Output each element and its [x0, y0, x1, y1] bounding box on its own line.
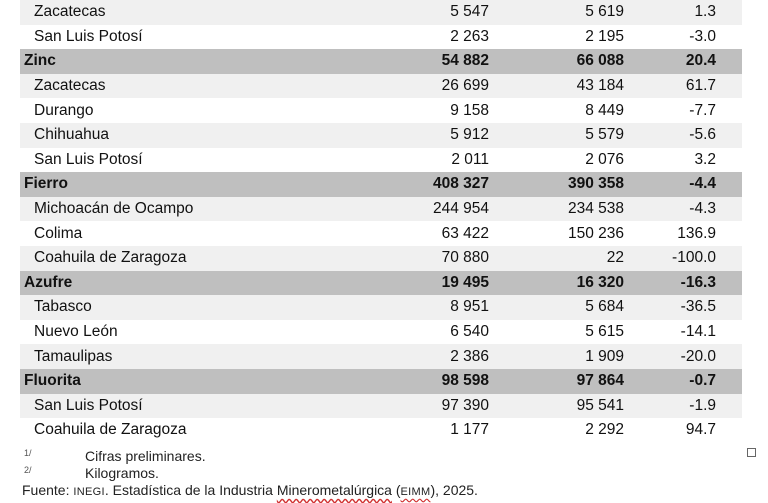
cell-value-2: 8 449 [585, 101, 624, 119]
cell-value-2: 2 292 [585, 421, 624, 439]
cell-value-1: 2 386 [450, 347, 489, 365]
row-label: Zinc [24, 52, 56, 70]
row-label: Nuevo León [34, 323, 118, 341]
footnote-2 [22, 465, 762, 482]
cell-change: 61.7 [685, 77, 716, 95]
cell-value-1: 54 882 [441, 52, 489, 70]
cell-value-1: 6 540 [450, 323, 489, 341]
row-label: Durango [34, 101, 94, 119]
cell-value-2: 5 619 [585, 3, 624, 21]
cell-value-2: 1 909 [585, 347, 624, 365]
cell-change: 3.2 [694, 150, 716, 168]
table-row [20, 0, 742, 25]
source-line [22, 482, 478, 498]
cell-value-2: 234 538 [567, 200, 624, 218]
row-label: Michoacán de Ocampo [34, 200, 194, 218]
table-group-row [20, 49, 742, 74]
cell-value-2: 2 076 [585, 150, 624, 168]
table-row [20, 394, 742, 419]
footnote-text: Kilogramos. [85, 465, 159, 481]
source-mid: . Estadística de la Industria [104, 482, 277, 498]
row-label: San Luis Potosí [34, 150, 143, 168]
row-label: Zacatecas [34, 3, 106, 21]
cell-value-1: 5 912 [450, 126, 489, 144]
cell-value-1: 98 598 [441, 372, 489, 390]
source-open: ( [391, 482, 401, 498]
cell-value-1: 1 177 [450, 421, 489, 439]
table-row [20, 320, 742, 345]
cell-value-2: 5 684 [585, 298, 624, 316]
footnote-mark: 1/ [24, 448, 32, 458]
cell-value-2: 5 579 [585, 126, 624, 144]
row-label: San Luis Potosí [34, 27, 143, 45]
cell-value-1: 5 547 [450, 3, 489, 21]
table-row [20, 344, 742, 369]
source-prefix: Fuente: [22, 482, 70, 498]
table-row [20, 246, 742, 271]
cell-value-1: 2 011 [451, 150, 489, 168]
table-group-row [20, 369, 742, 394]
table-group-row [20, 172, 742, 197]
cell-change: 94.7 [685, 421, 716, 439]
row-label: Tamaulipas [34, 347, 113, 365]
cell-change: -0.7 [689, 372, 716, 390]
table-row [20, 295, 742, 320]
anchor-marker-icon[interactable] [747, 448, 756, 457]
data-table [20, 0, 742, 443]
cell-value-1: 70 880 [441, 249, 489, 267]
table-row [20, 25, 742, 50]
cell-value-2: 150 236 [567, 224, 624, 242]
table-row [20, 123, 742, 148]
table-row [20, 148, 742, 173]
cell-value-2: 66 088 [576, 52, 624, 70]
cell-value-2: 22 [606, 249, 624, 267]
cell-value-1: 244 954 [432, 200, 489, 218]
cell-change: -16.3 [680, 273, 716, 291]
cell-change: 20.4 [685, 52, 716, 70]
footnote-text: Cifras preliminares. [85, 448, 206, 464]
row-label: Tabasco [34, 298, 92, 316]
footnotes [22, 448, 762, 498]
cell-value-2: 97 864 [576, 372, 624, 390]
table-row [20, 98, 742, 123]
cell-value-1: 19 495 [441, 273, 489, 291]
row-label: Coahuila de Zaragoza [34, 421, 187, 439]
cell-value-2: 390 358 [567, 175, 624, 193]
cell-change: 1.3 [694, 3, 716, 21]
cell-change: -14.1 [680, 323, 716, 341]
footnote-mark: 2/ [24, 465, 32, 475]
row-label: Azufre [24, 273, 73, 291]
cell-change: -5.6 [689, 126, 716, 144]
cell-value-1: 2 263 [450, 27, 489, 45]
cell-value-2: 5 615 [585, 323, 624, 341]
row-label: Coahuila de Zaragoza [34, 249, 187, 267]
cell-change: -3.0 [689, 27, 716, 45]
source-abbr: EIMM [400, 486, 431, 498]
source-close: ), 2025. [430, 482, 478, 498]
cell-value-1: 8 951 [450, 298, 489, 316]
cell-value-2: 16 320 [576, 273, 624, 291]
cell-change: -4.3 [689, 200, 716, 218]
cell-value-1: 97 390 [441, 396, 489, 414]
cell-change: -100.0 [672, 249, 716, 267]
table-row [20, 197, 742, 222]
cell-change: -1.9 [689, 396, 716, 414]
table-row [20, 74, 742, 99]
cell-change: -36.5 [680, 298, 716, 316]
source-org: INEGI [73, 486, 105, 498]
cell-value-1: 9 158 [450, 101, 489, 119]
row-label: Zacatecas [34, 77, 106, 95]
source-word: Minerometalúrgica [276, 482, 392, 498]
cell-value-1: 408 327 [432, 175, 489, 193]
table-row [20, 221, 742, 246]
row-label: San Luis Potosí [34, 396, 143, 414]
row-label: Chihuahua [34, 126, 109, 144]
cell-change: -20.0 [680, 347, 716, 365]
cell-change: -4.4 [689, 175, 716, 193]
cell-change: 136.9 [677, 224, 716, 242]
table-group-row [20, 271, 742, 296]
footnote-1 [22, 448, 762, 465]
row-label: Fierro [24, 175, 68, 193]
cell-value-1: 26 699 [441, 77, 489, 95]
cell-value-2: 2 195 [585, 27, 624, 45]
row-label: Fluorita [24, 372, 81, 390]
row-label: Colima [34, 224, 83, 242]
cell-change: -7.7 [689, 101, 716, 119]
cell-value-2: 95 541 [576, 396, 624, 414]
cell-value-2: 43 184 [576, 77, 624, 95]
cell-value-1: 63 422 [441, 224, 489, 242]
table-row [20, 418, 742, 443]
